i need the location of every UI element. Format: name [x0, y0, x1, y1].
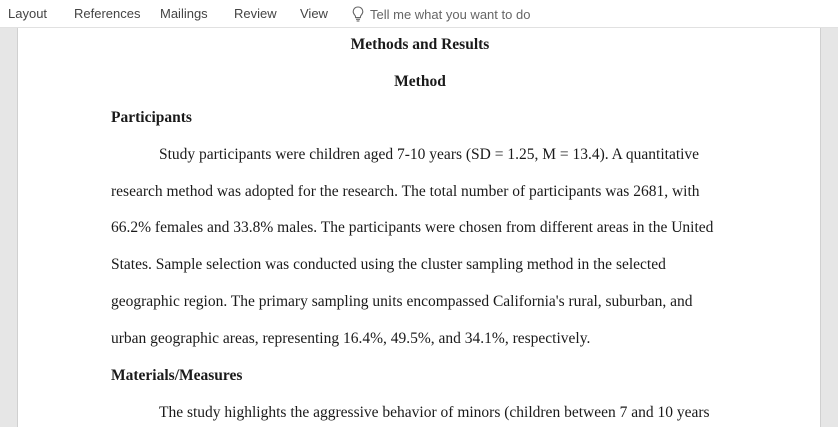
lightbulb-icon [352, 6, 364, 22]
paragraph-line: The study highlights the aggressive behavior of minors (children between 7 and 10 years [159, 404, 710, 421]
document-title: Methods and Results [350, 36, 490, 53]
vertical-scrollbar[interactable] [821, 28, 838, 427]
ribbon-tab-bar [0, 0, 838, 28]
paragraph-line: urban geographic areas, representing 16.4%, 49.5%, and 34.1%, respectively. [111, 330, 591, 347]
document-area [0, 28, 838, 427]
paragraph-line: geographic region. The primary sampling units encompassed California's rural, suburban, and [111, 293, 693, 310]
tab-layout[interactable]: Layout [8, 6, 48, 21]
tab-review[interactable]: Review [234, 6, 277, 21]
tab-references[interactable]: References [74, 6, 141, 21]
heading-materials-measures: Materials/Measures [111, 367, 243, 384]
paragraph-line: States. Sample selection was conducted using the cluster sampling method in the selected [111, 256, 666, 273]
tell-me-search[interactable] [352, 4, 530, 24]
tab-view[interactable]: View [300, 6, 328, 21]
paragraph-line: 66.2% females and 33.8% males. The participants were chosen from different areas in the United [111, 219, 714, 236]
tell-me-text: Tell me what you want to do [370, 6, 531, 22]
paragraph-line: research method was adopted for the research. The total number of participants was 2681, with [111, 183, 700, 200]
heading-participants: Participants [111, 109, 192, 126]
paragraph-line: Study participants were children aged 7-10 years (SD = 1.25, M = 13.4). A quantitative [159, 146, 700, 163]
tab-mailings[interactable]: Mailings [160, 6, 208, 21]
section-heading-method: Method [394, 73, 446, 90]
document-page[interactable] [17, 28, 821, 427]
